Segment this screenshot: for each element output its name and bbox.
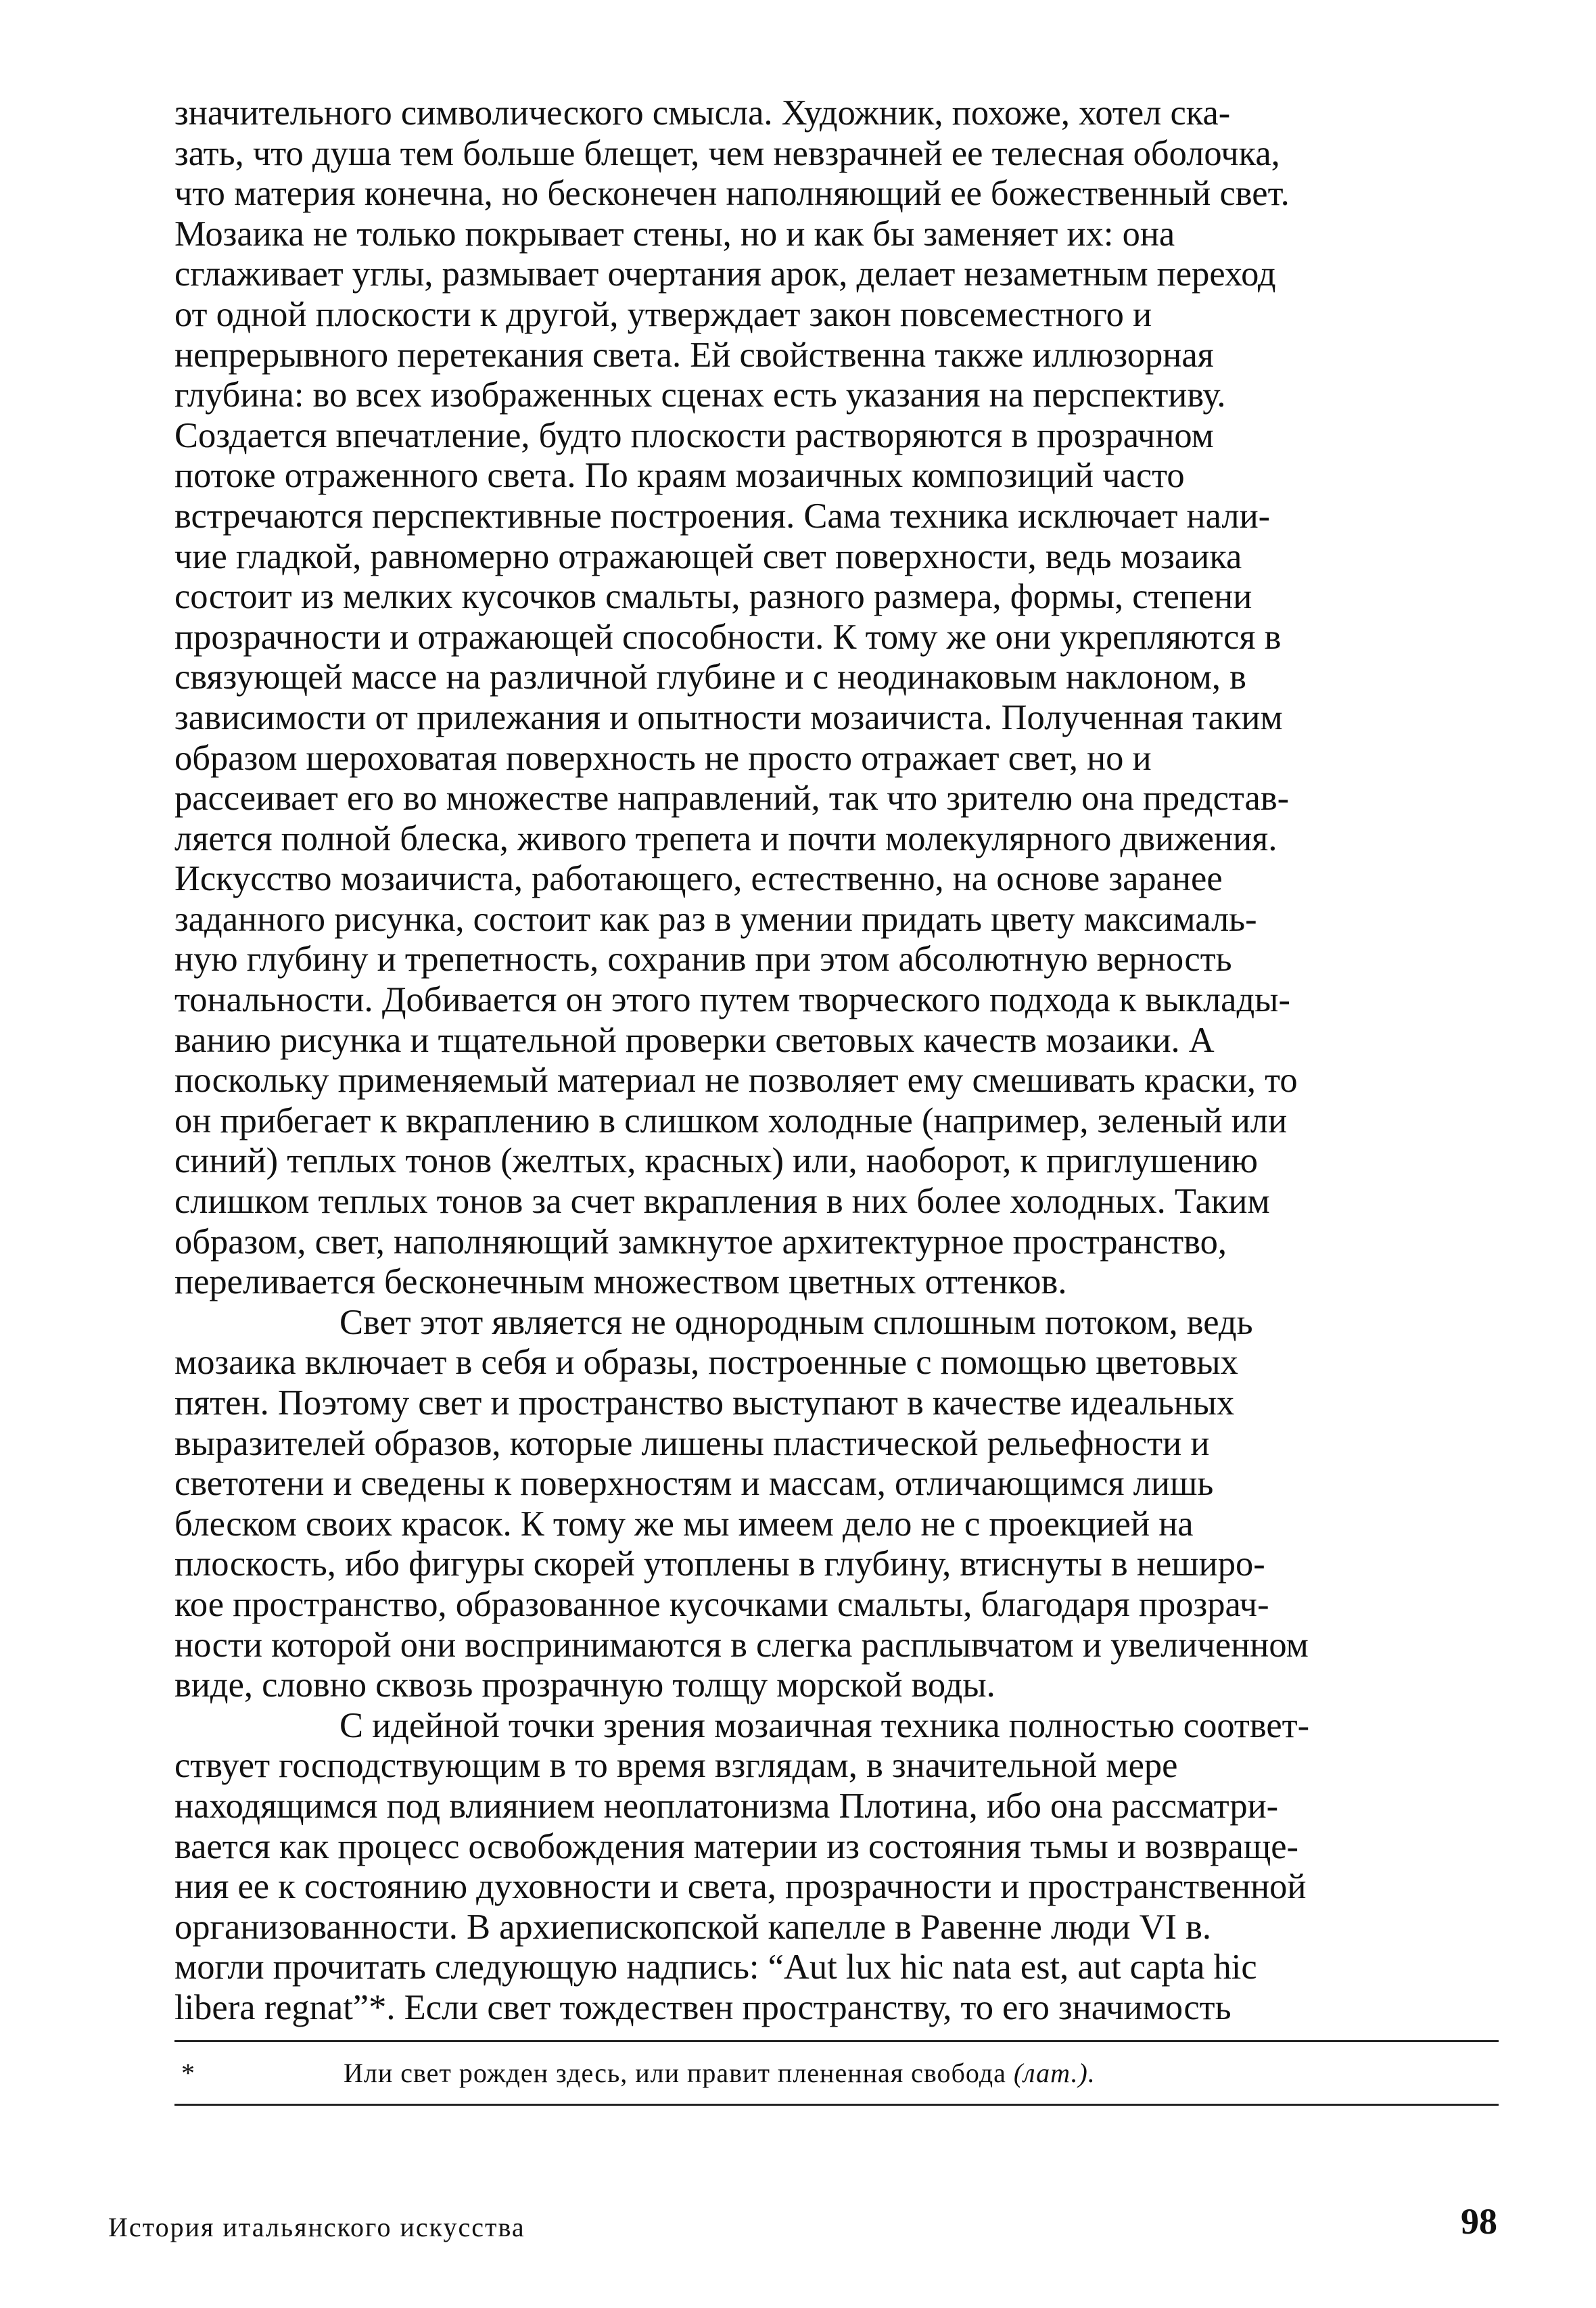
text-line: рассеивает его во множестве направлений, так что зрителю она представ-	[174, 779, 1290, 818]
text-line: зависимости от прилежания и опытности мозаичиста. Полученная таким	[174, 697, 1283, 737]
text-line: пятен. Поэтому свет и пространство выступают в качестве идеальных	[174, 1383, 1235, 1423]
text-line: встречаются перспективные построения. Сама техника исключает нали-	[174, 496, 1271, 536]
text-line: Мозаика не только покрывает стены, но и как бы заменяет их: она	[174, 214, 1175, 254]
text-line: состоит из мелких кусочков смальты, разного размера, формы, степени	[174, 577, 1252, 617]
text-line: светотени и сведены к поверхностям и массам, отличающимся лишь	[174, 1464, 1214, 1504]
text-line: непрерывного перетекания света. Ей свойственна также иллюзорная	[174, 335, 1214, 375]
text-line: образом, свет, наполняющий замкнутое архитектурное пространство,	[174, 1222, 1227, 1262]
footnote	[181, 2056, 1493, 2090]
footnote-text: Или свет рожден здесь, или правит плененная свобода	[344, 2058, 1014, 2088]
footnote-mark: *	[181, 2058, 195, 2088]
text-line: образом шероховатая поверхность не просто отражает свет, но и	[174, 738, 1152, 778]
text-line: находящимся под влиянием неоплатонизма Плотина, ибо она рассматри-	[174, 1786, 1279, 1826]
text-line: кое пространство, образованное кусочками смальты, благодаря прозрач-	[174, 1584, 1269, 1624]
text-line: тональности. Добивается он этого путем творческого подхода к выклады-	[174, 980, 1290, 1020]
text-line: он прибегает к вкраплению в слишком холодные (например, зеленый или	[174, 1101, 1288, 1140]
text-line: виде, словно сквозь прозрачную толщу морской воды.	[174, 1665, 995, 1705]
text-line: ствует господствующим в то время взглядам, в значительной мере	[174, 1746, 1178, 1786]
footnote-bottom-rule	[174, 2104, 1499, 2106]
text-line: глубина: во всех изображенных сценах есть указания на перспективу.	[174, 375, 1226, 415]
text-line: вается как процесс освобождения материи из состояния тьмы и возвраще-	[174, 1826, 1299, 1866]
text-line: связующей массе на различной глубине и с неодинаковым наклоном, в	[174, 657, 1246, 697]
text-line: Свет этот является не однородным сплошным потоком, ведь	[339, 1302, 1253, 1342]
text-line: синий) теплых тонов (желтых, красных) или, наоборот, к приглушению	[174, 1141, 1258, 1181]
text-line: могли прочитать следующую надпись: “Aut lux hic nata est, aut capta hic	[174, 1947, 1257, 1987]
text-line: прозрачности и отражающей способности. К тому же они укрепляются в	[174, 617, 1282, 657]
text-line: мозаика включает в себя и образы, построенные с помощью цветовых	[174, 1343, 1238, 1383]
text-line: ния ее к состоянию духовности и света, прозрачности и пространственной	[174, 1867, 1307, 1907]
text-line: что материя конечна, но бесконечен наполняющий ее божественный свет.	[174, 174, 1290, 214]
text-line: ляется полной блеска, живого трепета и почти молекулярного движения.	[174, 818, 1277, 858]
text-line: ванию рисунка и тщательной проверки световых качеств мозаики. А	[174, 1020, 1215, 1060]
text-line: переливается бесконечным множеством цветных оттенков.	[174, 1262, 1067, 1302]
text-line: сглаживает углы, размывает очертания арок, делает незаметным переход	[174, 254, 1276, 294]
footnote-top-rule	[174, 2040, 1499, 2042]
text-line: блеском своих красок. К тому же мы имеем дело не с проекцией на	[174, 1504, 1194, 1544]
text-line: ную глубину и трепетность, сохранив при этом абсолютную верность	[174, 940, 1232, 979]
text-line: чие гладкой, равномерно отражающей свет поверхности, ведь мозаика	[174, 536, 1242, 576]
text-line: потоке отраженного света. По краям мозаичных композиций часто	[174, 456, 1185, 496]
text-line: слишком теплых тонов за счет вкрапления в них более холодных. Таким	[174, 1182, 1270, 1222]
text-line: Создается впечатление, будто плоскости растворяются в прозрачном	[174, 415, 1214, 455]
text-line: ности которой они воспринимаются в слегка расплывчатом и увеличенном	[174, 1625, 1309, 1665]
text-line: организованности. В архиепископской капелле в Равенне люди VI в.	[174, 1907, 1212, 1947]
text-line: поскольку применяемый материал не позволяет ему смешивать краски, то	[174, 1061, 1298, 1101]
text-line: выразителей образов, которые лишены пластической рельефности и	[174, 1423, 1210, 1463]
running-title: История итальянского искусства	[108, 2212, 525, 2242]
text-line: плоскость, ибо фигуры скорей утоплены в глубину, втиснуты в неширо-	[174, 1544, 1265, 1584]
main-text-block	[174, 93, 1500, 2029]
text-line: зать, что душа тем больше блещет, чем невзрачней ее телесная оболочка,	[174, 133, 1280, 173]
text-line: С идейной точки зрения мозаичная техника полностью соответ-	[339, 1705, 1310, 1745]
page-number: 98	[1461, 2201, 1497, 2242]
text-line: от одной плоскости к другой, утверждает закон повсеместного и	[174, 294, 1152, 334]
text-line: значительного символического смысла. Художник, похоже, хотел ска-	[174, 93, 1231, 133]
text-line: libera regnat”*. Если свет тождествен пространству, то его значимость	[174, 1987, 1231, 2027]
text-line: Искусство мозаичиста, работающего, естественно, на основе заранее	[174, 859, 1223, 899]
text-line: заданного рисунка, состоит как раз в умении придать цвету максималь-	[174, 899, 1257, 939]
footnote-language-note: (лат.).	[1013, 2058, 1096, 2088]
